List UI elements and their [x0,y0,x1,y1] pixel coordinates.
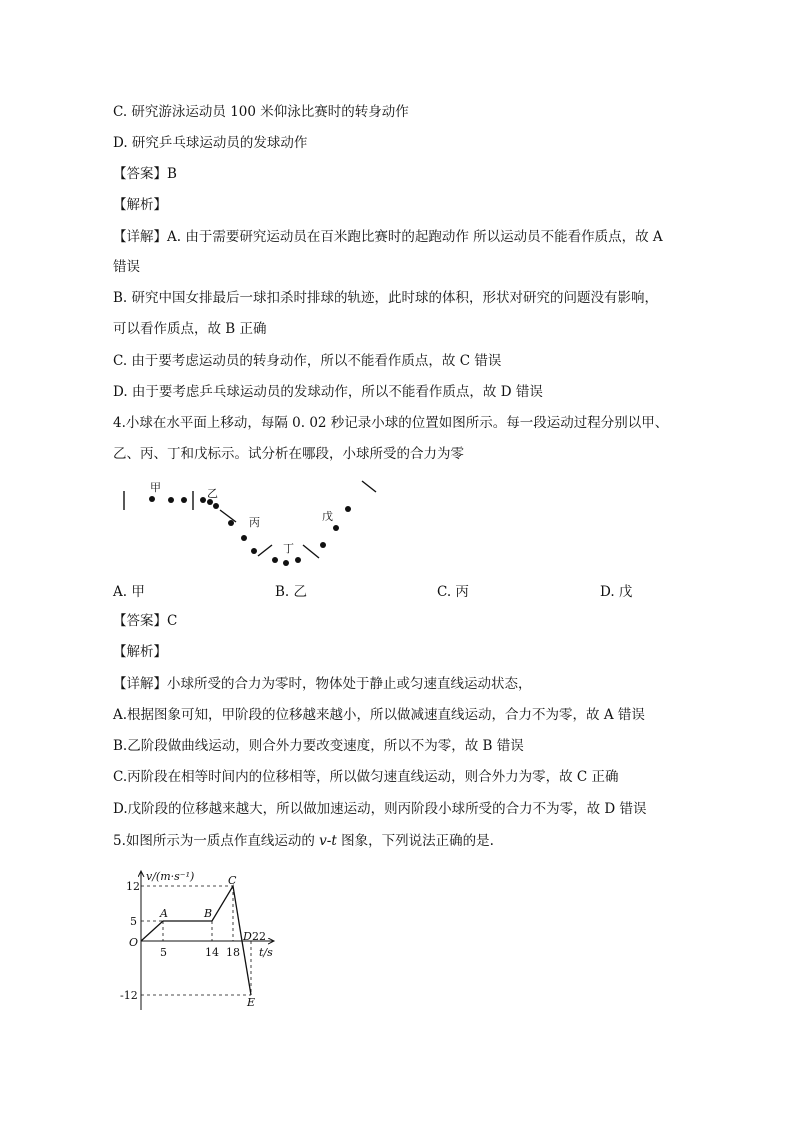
q3-detail-b-line2: 可以看作质点，故 B 正确 [113,321,267,337]
segment-label-wu: 戊 [322,510,333,523]
v-axis-label: v/(m·s⁻¹) [146,870,195,883]
q3-detail-a-line2: 错误 [113,259,140,275]
point-label-d: D [243,930,252,943]
x-tick-14: 14 [205,946,219,959]
q4-detail-d: D.戊阶段的位移越来越大，所以做加速运动，则丙阶段小球所受的合力不为零，故 D 错误 [113,801,647,817]
q4-detail-b: B.乙阶段做曲线运动，则合外力要改变速度，所以不为零，故 B 错误 [113,738,524,754]
point-label-a: A [160,907,168,920]
q4-detail-c: C.丙阶段在相等时间内的位移相等，所以做匀速直线运动，则合外力为零，故 C 正确 [113,769,619,785]
q5-stem-vt: v-t [319,833,337,849]
segment-label-ding: 丁 [283,542,294,555]
q3-analysis-heading: 【解析】 [113,197,167,213]
x-tick-5: 5 [160,946,167,959]
q4-detail-intro: 【详解】小球所受的合力为零时，物体处于静止或匀速直线运动状态， [113,676,532,692]
t-axis-label: t/s [259,946,273,959]
segment-label-jia: 甲 [150,481,161,494]
q3-option-d: D. 研究乒乓球运动员的发球动作 [113,135,308,151]
point-label-e: E [247,996,256,1009]
q5-stem-pre: 5.如图所示为一质点作直线运动的 [113,833,320,849]
q4-stem-line1: 4.小球在水平面上移动，每隔 0. 02 秒记录小球的位置如图所示。每一段运动过程分别以甲、 [113,415,669,431]
y-tick-neg12: -12 [120,989,138,1002]
q4-answer: 【答案】C [113,613,178,629]
q4-stem-line2: 乙、丙、丁和戊标示。试分析在哪段，小球所受的合力为零 [113,446,464,462]
q5-stem-post: 图象，下列说法正确的是. [336,833,494,849]
q3-detail-a-line1: 【详解】A. 由于需要研究运动员在百米跑比赛时的起跑动作 所以运动员不能看作质点，故 A [113,229,663,245]
y-tick-5: 5 [130,915,137,928]
q4-option-c: C. 丙 [437,584,469,600]
x-tick-22: 22 [252,930,266,943]
point-label-c: C [228,874,237,887]
q3-detail-d: D. 由于要考虑乒乓球运动员的发球动作，所以不能看作质点，故 D 错误 [113,384,543,400]
q4-option-b: B. 乙 [275,584,308,600]
q4-option-a: A. 甲 [113,584,145,600]
q3-answer: 【答案】B [113,166,177,182]
q3-option-c: C. 研究游泳运动员 100 米仰泳比赛时的转身动作 [113,104,409,120]
q3-detail-c: C. 由于要考虑运动员的转身动作，所以不能看作质点，故 C 错误 [113,353,502,369]
q3-detail-b-line1: B. 研究中国女排最后一球扣杀时排球的轨迹，此时球的体积，形状对研究的问题没有影响， [113,290,659,306]
segment-label-yi: 乙 [207,487,218,500]
q4-option-d: D. 戊 [600,584,633,600]
y-tick-12: 12 [126,880,140,893]
point-label-b: B [204,907,213,920]
q4-detail-a: A.根据图象可知，甲阶段的位移越来越小，所以做减速直线运动，合力不为零，故 A 错误 [113,707,645,723]
q4-analysis-heading: 【解析】 [113,644,167,660]
segment-label-bing: 丙 [249,516,260,529]
origin-label: O [129,936,139,949]
x-tick-18: 18 [226,946,240,959]
